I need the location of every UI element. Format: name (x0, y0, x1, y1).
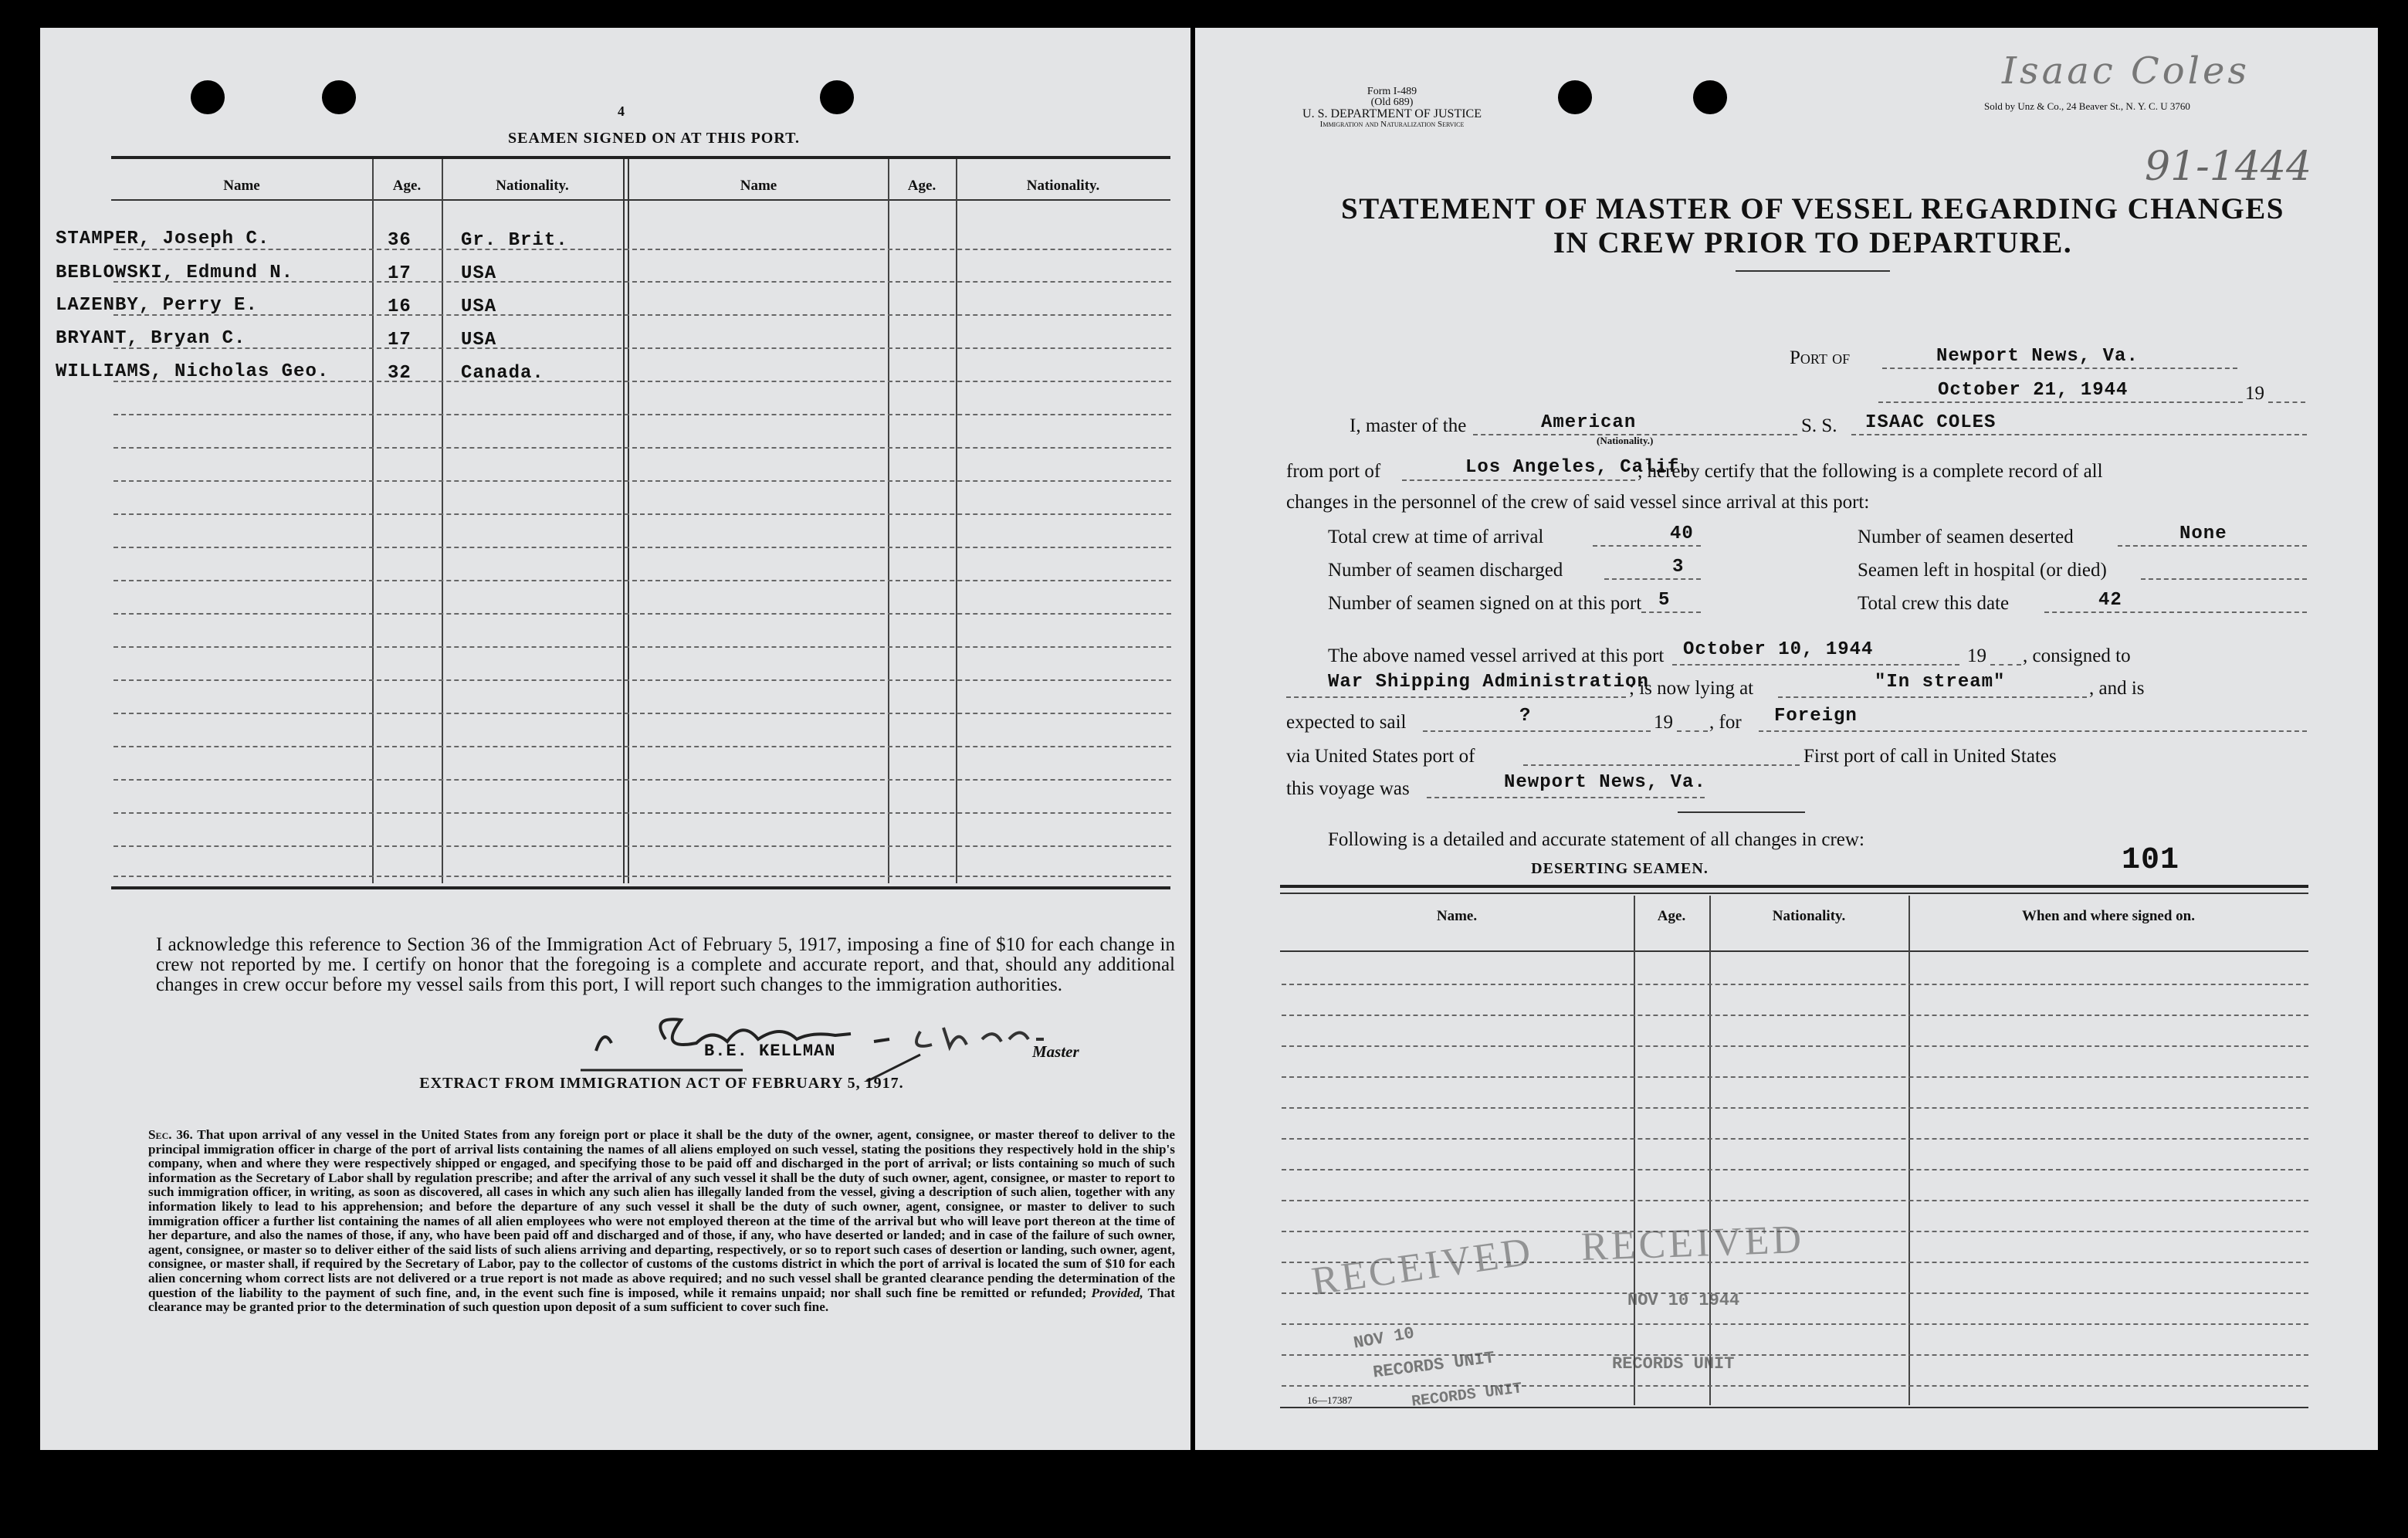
ss-label: S. S. (1801, 415, 1837, 436)
port-value: Newport News, Va. (1936, 346, 2139, 367)
extract-title: EXTRACT FROM IMMIGRATION ACT OF FEBRUARY 5, 1917. (419, 1075, 904, 1092)
records-unit-stamp: RECORDS UNIT (1612, 1354, 1735, 1374)
deserted-label: Number of seamen deserted (1858, 527, 2074, 547)
department: U. S. DEPARTMENT OF JUSTICE (1302, 107, 1482, 120)
date-value: October 21, 1944 (1938, 380, 2129, 401)
signed-on-label: Number of seamen signed on at this port (1328, 593, 1642, 614)
total-arrival-label: Total crew at time of arrival (1328, 527, 1544, 547)
col-header-age: Age. (1657, 908, 1686, 924)
total-date-value: 42 (2098, 590, 2122, 611)
sail-date: ? (1519, 706, 1532, 727)
lying-label: ; is now lying at (1629, 678, 1754, 699)
deserting-title: DESERTING SEAMEN. (1531, 860, 1709, 877)
sail-label: expected to sail (1286, 712, 1407, 733)
service-name: Immigration and Naturalization Service (1319, 120, 1465, 129)
seaman-name: WILLIAMS, Nicholas Geo. (56, 361, 330, 382)
arrived-label: The above named vessel arrived at this port (1328, 645, 1665, 666)
seaman-name: BRYANT, Bryan C. (56, 328, 246, 349)
col-header-when-where: When and where signed on. (2021, 908, 2195, 924)
col-header-nationality: Nationality. (1026, 178, 1100, 194)
discharged-value: 3 (1672, 557, 1685, 578)
form-title-line1: STATEMENT OF MASTER OF VESSEL REGARDING CHANGES (1341, 192, 2284, 225)
stamp-date: NOV 10 1944 (1627, 1291, 1740, 1310)
footer-code: 16—17387 (1307, 1394, 1353, 1406)
master-prefix: I, master of the (1350, 415, 1467, 436)
seaman-age: 36 (388, 230, 411, 251)
page-stamp-number: 101 (2122, 843, 2180, 878)
consigned-label: , consigned to (2023, 645, 2131, 666)
records-unit-stamp: RECORDS UNIT (1372, 1348, 1496, 1383)
seaman-name: BEBLOWSKI, Edmund N. (56, 263, 294, 283)
seaman-age: 32 (388, 363, 411, 384)
col-header-name: Name (740, 178, 777, 194)
total-date-label: Total crew this date (1858, 593, 2010, 614)
from-port-value: Los Angeles, Calif. (1465, 457, 1692, 478)
port-label: Port of (1790, 347, 1851, 368)
col-header-age: Age. (907, 178, 936, 194)
handwritten-ship-name: Isaac Coles (2002, 49, 2250, 93)
via-label: via United States port of (1286, 746, 1475, 767)
left-page (40, 28, 1190, 1450)
first-call-label: First port of call in United States (1803, 746, 2057, 767)
seaman-age: 17 (388, 263, 411, 284)
received-stamp: RECEIVED (1309, 1229, 1536, 1304)
extract-text: Sec. 36. That upon arrival of any vessel in the United States from any foreign port or place it shall be the duty of the owner, agent, consignee, or master thereof to deliver to the principal immigration officer in charge of the port of arrival lists containing the names of all aliens employed on such vessel, stating the positions they respectively hold in the ship's company, when and where they were respectively shipped or engaged, and specifying those to be paid off and discharged in the port of arrival; or lists containing so much of such information as the Secretary of Labor shall by regulation prescribe; and after the arrival of any such vessel it shall be the duty of such owner, agent, consignee, or master to report to such immigration officer, in writing, as soon as discovered, all cases in which any such alien has illegally landed from the vessel, giving a description of such alien, together with any information likely to lead to his apprehension; and before the departure of any such vessel it shall be the duty of such owner, agent, consignee, or master to deliver to such immigration officer a further list containing the names of all alien employees who were not employed thereon at the time of the arrival but who will leave port thereon at the time of her departure, and also the names of those, if any, who have been paid off and discharged and of those, if any, who have deserted or landed; and in case of the failure of such owner, agent, consignee, or master so to deliver either of the said lists of such aliens arriving and departing, respectively, or so to report such cases of desertion or landing, such owner, agent, consignee, or master shall, if required by the Secretary of Labor, pay to the collector of customs of the customs district in which the port of arrival is located the sum of $10 for each alien concerning whom correct lists are not delivered or a true report is not made as above required; and no such vessel shall be granted clearance pending the determination of the question of the liability to the payment of such fine, and, in the event such fine is imposed, while it remains unpaid; nor shall such fine be remitted or refunded; Provided, That clearance may be granted prior to the determination of such question upon deposit of a sum sufficient to cover such fine. (148, 1127, 1175, 1315)
seaman-age: 17 (388, 330, 411, 351)
punch-hole (820, 80, 854, 114)
nationality-value: American (1541, 412, 1637, 433)
col-header-name: Name. (1436, 908, 1478, 924)
vessel-name: ISAAC COLES (1865, 412, 1997, 433)
destination-value: Foreign (1774, 706, 1858, 727)
punch-hole (191, 80, 225, 114)
nationality-caption: (Nationality.) (1597, 435, 1654, 446)
handwritten-file-code: 91-1444 (2145, 144, 2312, 190)
form-number: Form I-489 (1367, 86, 1417, 97)
stamp-date: NOV 10 (1352, 1323, 1416, 1353)
col-header-age: Age. (392, 178, 422, 194)
hospital-label: Seamen left in hospital (or died) (1858, 560, 2107, 581)
certify-text: , hereby certify that the following is a complete record of all (1638, 461, 2103, 482)
year-label: 19 (2245, 383, 2264, 404)
signed-on-value: 5 (1658, 590, 1671, 611)
discharged-label: Number of seamen discharged (1328, 560, 1563, 581)
certify-text-2: changes in the personnel of the crew of said vessel since arrival at this port: (1286, 492, 1870, 513)
lying-value: "In stream" (1875, 672, 2006, 693)
seaman-name: STAMPER, Joseph C. (56, 229, 270, 249)
punch-hole (1558, 80, 1592, 114)
for-label: , for (1709, 712, 1742, 733)
signer-name: B.E. KELLMAN (704, 1042, 836, 1061)
year-label: 19 (1967, 645, 1986, 666)
col-header-name: Name (223, 178, 260, 194)
col-header-nationality: Nationality. (1772, 908, 1846, 924)
acknowledgement-text: I acknowledge this reference to Section 36 of the Immigration Act of February 5, 1917, imposing a fine of $10 for each change in crew not reported by me. I certify on honor that the foregoing is a complete and accurate report, and that, should any additional changes in crew occur before my vessel sails from this port, I will report such changes to the immigration authorities. (156, 934, 1175, 995)
records-unit-stamp: RECORDS UNIT (1411, 1380, 1523, 1411)
deserted-value: None (2179, 523, 2227, 544)
punch-hole (1693, 80, 1727, 114)
right-page (1195, 28, 2378, 1450)
signer-title: Master (1032, 1042, 1079, 1061)
signature-scribble (581, 997, 1121, 1082)
from-port-label: from port of (1286, 461, 1381, 482)
seaman-name: LAZENBY, Perry E. (56, 295, 258, 316)
and-is-label: , and is (2089, 678, 2145, 699)
old-form-number: (Old 689) (1370, 97, 1414, 108)
following-label: Following is a detailed and accurate statement of all changes in crew: (1328, 829, 1864, 850)
page-number: 4 (618, 103, 625, 119)
received-stamp: RECEIVED (1580, 1217, 1806, 1270)
seaman-age: 16 (388, 296, 411, 317)
consignee-value: War Shipping Administration (1328, 672, 1649, 693)
total-arrival-value: 40 (1670, 523, 1694, 544)
seller-note: Sold by Unz & Co., 24 Beaver St., N. Y. C. U 3760 (1984, 100, 2190, 112)
col-header-nationality: Nationality. (496, 178, 569, 194)
seaman-nationality: USA (461, 263, 497, 284)
arrived-date: October 10, 1944 (1683, 639, 1874, 660)
punch-hole (322, 80, 356, 114)
first-call-value: Newport News, Va. (1504, 772, 1706, 793)
seaman-nationality: USA (461, 330, 497, 351)
seaman-nationality: Canada. (461, 363, 544, 384)
year-label: 19 (1654, 712, 1673, 733)
seaman-nationality: USA (461, 296, 497, 317)
seaman-nationality: Gr. Brit. (461, 230, 568, 251)
form-title-line2: IN CREW PRIOR TO DEPARTURE. (1553, 226, 2073, 259)
voyage-label: this voyage was (1286, 778, 1410, 799)
section-title: SEAMEN SIGNED ON AT THIS PORT. (508, 130, 800, 147)
